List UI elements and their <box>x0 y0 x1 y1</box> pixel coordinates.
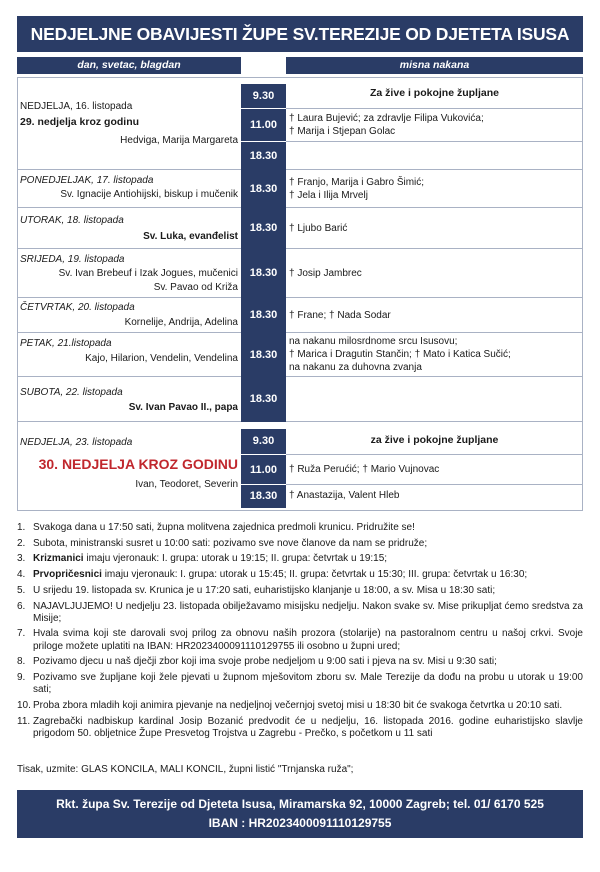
day-feast: 29. nedjelja kroz godinu <box>20 116 140 128</box>
mass-intention <box>286 170 583 208</box>
mass-intention <box>286 142 583 170</box>
list-item <box>17 601 583 625</box>
item-number: 11. <box>17 715 31 727</box>
item-number: 8. <box>17 656 26 668</box>
day-saints: Kornelije, Andrija, Adelina <box>124 317 238 328</box>
day-saints: Sv. Pavao od Križa <box>153 282 238 293</box>
day-row <box>17 377 241 422</box>
list-item <box>17 656 583 668</box>
day-saints: Sv. Ivan Brebeuf i Izak Jogues, mučenici <box>58 268 238 279</box>
item-text: Hvala svima koji ste darovali svoj prilog za obnovu naših prozora (stolarije) na pastoralnom centru u našoj crkvi. Svoje priloge možete uplatiti na IBAN: HR2023400091110129755 ili osobno u župni ured; <box>33 628 583 652</box>
mass-intention: Za žive i pokojne župljane <box>286 77 583 109</box>
list-item <box>17 569 583 581</box>
day-name: SRIJEDA, 19. listopada <box>20 254 125 265</box>
item-number: 5. <box>17 584 26 596</box>
list-item <box>17 672 583 696</box>
item-number: 9. <box>17 672 26 684</box>
item-number: 1. <box>17 522 26 533</box>
day-name: PETAK, 21.listopada <box>20 338 112 349</box>
mass-time: 18.30 <box>241 333 286 377</box>
mass-time: 18.30 <box>241 377 286 422</box>
mass-time: 18.30 <box>241 170 286 208</box>
item-number: 10. <box>17 699 31 711</box>
column-header-day: dan, svetac, blagdan <box>17 57 241 74</box>
footer-iban: IBAN : HR2023400091110129755 <box>208 816 392 830</box>
announcements-list <box>17 522 583 744</box>
intention-line: na nakanu za duhovna zvanja <box>289 362 422 373</box>
mass-time: 18.30 <box>241 208 286 249</box>
mass-time: 9.30 <box>241 429 286 455</box>
item-number: 6. <box>17 600 26 612</box>
mass-intention: † Anastazija, Valent Hleb <box>289 490 400 501</box>
column-header-intention: misna nakana <box>286 57 583 74</box>
intention-line: na nakanu milosrdnome srcu Isusovu; <box>289 336 458 347</box>
mass-intention: † Ljubo Barić <box>286 208 583 249</box>
day-name: ČETVRTAK, 20. listopada <box>20 302 135 313</box>
day-row <box>17 249 241 298</box>
intention-line: † Marija i Stjepan Golac <box>289 126 396 137</box>
page-title: NEDJELJNE OBAVIJESTI ŽUPE SV.TEREZIJE OD DJETETA ISUSA <box>17 16 583 52</box>
day-saints: Sv. Ignacije Antiohijski, biskup i mučenik <box>60 189 238 200</box>
list-item <box>17 628 583 652</box>
item-rest: imaju vjeronauk: I. grupa: utorak u 19:15; II. grupa: četvrtak u 19:15; <box>83 553 388 565</box>
list-item <box>17 585 583 597</box>
mass-time: 18.30 <box>241 298 286 333</box>
mass-intention <box>286 109 583 142</box>
mass-time: 18.30 <box>241 142 286 170</box>
day-saints: Ivan, Teodoret, Severin <box>135 479 238 490</box>
item-number: 2. <box>17 537 26 549</box>
day-row <box>17 77 241 170</box>
mass-intention <box>286 333 583 377</box>
footer-address: Rkt. župa Sv. Terezije od Djeteta Isusa, Miramarska 92, 10000 Zagreb; tel. 01/ 6170 525 <box>56 797 544 811</box>
list-item <box>17 553 583 565</box>
day-name: NEDJELJA, 23. listopada <box>20 437 133 448</box>
day-row <box>17 170 241 208</box>
mass-time: 11.00 <box>241 455 286 485</box>
item-keyword: Prvopričesnici <box>33 569 102 581</box>
footer <box>17 790 583 838</box>
mass-time: 9.30 <box>241 84 286 109</box>
day-name: NEDJELJA, 16. listopada <box>20 101 133 112</box>
item-text: Svakoga dana u 17:50 sati, župna molitvena zajednica predmoli krunicu. Pridružite se! <box>33 522 415 533</box>
mass-intention <box>286 377 583 422</box>
day-row <box>17 333 241 377</box>
intention-line: † Marica i Dragutin Stančin; † Mato i Katica Sučić; <box>289 349 511 360</box>
day-saints: Sv. Luka, evanđelist <box>143 231 238 242</box>
item-text: Zagrebački nadbiskup kardinal Josip Bozanić predvodit će u nedjelju, 16. listopada 2016. godine euharistijsko slavlje prigodom 50. obljetnice Župe Presvetog Trojstva u Zagrebu - Prečko, s početkom u 11 sati <box>33 715 583 739</box>
press-note: Tisak, uzmite: GLAS KONCILA, MALI KONCIL, župni listić "Trnjanska ruža"; <box>17 764 354 775</box>
list-item <box>17 522 583 534</box>
item-text: NAJAVLJUJEMO! U nedjelju 23. listopada obilježavamo misijsku nedjelju. Nakon svake sv. Mise prikupljat ćemo sredstva za Misije; <box>33 600 583 624</box>
item-text: Subota, ministranski susret u 10:00 sati: pozivamo sve nove članove da nam se pridruže; <box>33 537 428 549</box>
intention-line: † Franjo, Marija i Gabro Šimić; <box>289 177 425 188</box>
mass-intention: † Ruža Perućić; † Mario Vujnovac <box>286 455 583 485</box>
item-number: 4. <box>17 569 26 581</box>
item-text <box>33 553 583 565</box>
item-rest: imaju vjeronauk: I. grupa: utorak u 15:45; II. grupa: četvrtak u 15:30; III. grupa: četvrtak u 16:30; <box>101 569 528 581</box>
day-saints: Sv. Ivan Pavao II., papa <box>128 402 238 413</box>
list-item <box>17 716 583 740</box>
item-text <box>33 569 583 581</box>
day-name: PONEDJELJAK, 17. listopada <box>20 175 154 186</box>
mass-intention: za žive i pokojne župljane <box>286 422 583 455</box>
list-item <box>17 538 583 550</box>
day-row <box>17 298 241 333</box>
mass-time: 11.00 <box>241 109 286 142</box>
day-saints: Hedviga, Marija Margareta <box>120 135 238 146</box>
intention-line: † Laura Bujević; za zdravlje Filipa Vukovića; <box>289 113 484 124</box>
item-keyword: Krizmanici <box>33 553 84 565</box>
item-number: 7. <box>17 628 26 640</box>
item-text: U srijedu 19. listopada sv. Krunica je u 17:20 sati, euharistijsko klanjanje u 18:00, a sv. Misa u 18:30 sati; <box>33 584 496 596</box>
intention-line: † Jela i Ilija Mrvelj <box>289 190 368 201</box>
day-row <box>17 208 241 249</box>
mass-time: 18.30 <box>241 485 286 508</box>
item-text: Pozivamo sve župljane koji žele pjevati u župnom mješovitom zboru sv. Male Terezije da dođu na probu u utorak u 19:00 sati; <box>33 672 583 696</box>
item-text: Pozivamo djecu u naš dječji zbor koji ima svoje probe nedjeljom u 9:00 sati i pjeva na sv. Misi u 9:30 sati; <box>33 656 497 668</box>
day-row <box>17 422 241 511</box>
day-feast: 30. NEDJELJA KROZ GODINU <box>38 456 238 472</box>
day-name: UTORAK, 18. listopada <box>20 215 124 226</box>
day-name: SUBOTA, 22. listopada <box>20 387 123 398</box>
day-saints: Kajo, Hilarion, Vendelin, Vendelina <box>85 353 238 364</box>
item-text: Proba zbora mladih koji animira pjevanje na nedjeljnoj večernjoj svetoj misi u 18:30 bit će svakoga četvrtka u 20:10 sati. <box>33 699 563 711</box>
mass-intention: † Josip Jambrec <box>286 249 583 298</box>
mass-time: 18.30 <box>241 249 286 298</box>
list-item <box>17 700 583 712</box>
mass-intention: † Frane; † Nada Sodar <box>286 298 583 333</box>
item-number: 3. <box>17 553 26 565</box>
